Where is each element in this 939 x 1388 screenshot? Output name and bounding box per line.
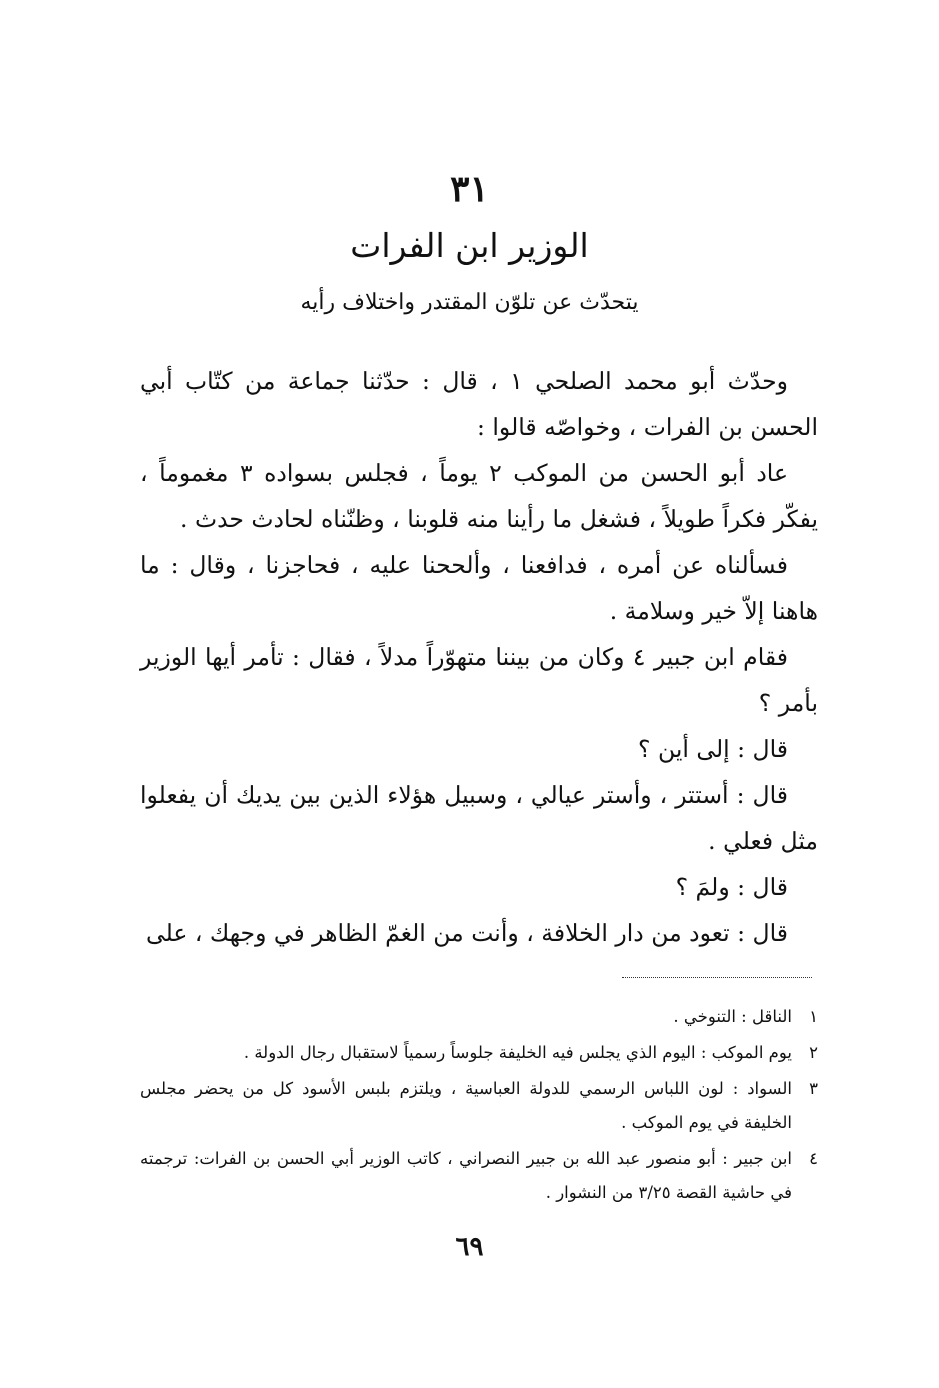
- paragraph: عاد أبو الحسن من الموكب ٢ يوماً ، فجلس بسواده ٣ مغموماً ، يفكّر فكراً طويلاً ، فشغل ما رأينا منه قلوبنا ، وظنّناه لحادث حدث .: [140, 459, 818, 533]
- chapter-title: الوزير ابن الفرات: [350, 226, 589, 265]
- footnote-number: ٢: [809, 1043, 818, 1062]
- footnote-number: ٣: [809, 1079, 818, 1098]
- footnote: [140, 1142, 818, 1210]
- footnotes: [140, 1000, 818, 1212]
- footnote: [140, 1036, 818, 1070]
- paragraph: قال : ولمَ ؟: [675, 873, 788, 901]
- footnote-text: الناقل : التنوخي .: [673, 1007, 792, 1026]
- footnote: [140, 1000, 818, 1034]
- footnote-divider: [622, 977, 812, 978]
- paragraph: وحدّث أبو محمد الصلحي ١ ، قال : حدّثنا جماعة من كتّاب أبي الحسن بن الفرات ، وخواصّه قالوا :: [140, 367, 818, 441]
- footnote: [140, 1072, 818, 1140]
- footnote-text: ابن جبير : أبو منصور عبد الله بن جبير النصراني ، كاتب الوزير أبي الحسن بن الفرات: ترجمته في حاشية القصة ٣/٢٥ من النشوار .: [140, 1149, 792, 1202]
- paragraph: قال : إلى أين ؟: [638, 735, 788, 763]
- chapter-subtitle: يتحدّث عن تلوّن المقتدر واختلاف رأيه: [300, 290, 639, 315]
- paragraph: فسألناه عن أمره ، فدافعنا ، وألححنا عليه ، فحاجزنا ، وقال : ما هاهنا إلاّ خير وسلامة .: [140, 551, 818, 625]
- body-text: [140, 358, 818, 956]
- paragraph: فقام ابن جبير ٤ وكان من بيننا متهوّراً مدلاً ، فقال : تأمر أيها الوزير بأمر ؟: [140, 643, 818, 717]
- paragraph: قال : تعود من دار الخلافة ، وأنت من الغمّ الظاهر في وجهك ، على: [146, 919, 788, 947]
- chapter-number: ٣١: [450, 168, 489, 210]
- footnote-text: يوم الموكب : اليوم الذي يجلس فيه الخليفة جلوساً رسمياً لاستقبال رجال الدولة .: [243, 1043, 792, 1062]
- paragraph: قال : أستتر ، وأستر عيالي ، وسبيل هؤلاء الذين بين يديك أن يفعلوا مثل فعلي .: [140, 781, 818, 855]
- page-number: ٦٩: [455, 1232, 484, 1262]
- footnote-number: ١: [809, 1007, 818, 1026]
- footnote-number: ٤: [809, 1149, 818, 1168]
- footnote-text: السواد : لون اللباس الرسمي للدولة العباسية ، ويلتزم بلبس الأسود كل من يحضر مجلس الخليفة في يوم الموكب .: [140, 1079, 792, 1132]
